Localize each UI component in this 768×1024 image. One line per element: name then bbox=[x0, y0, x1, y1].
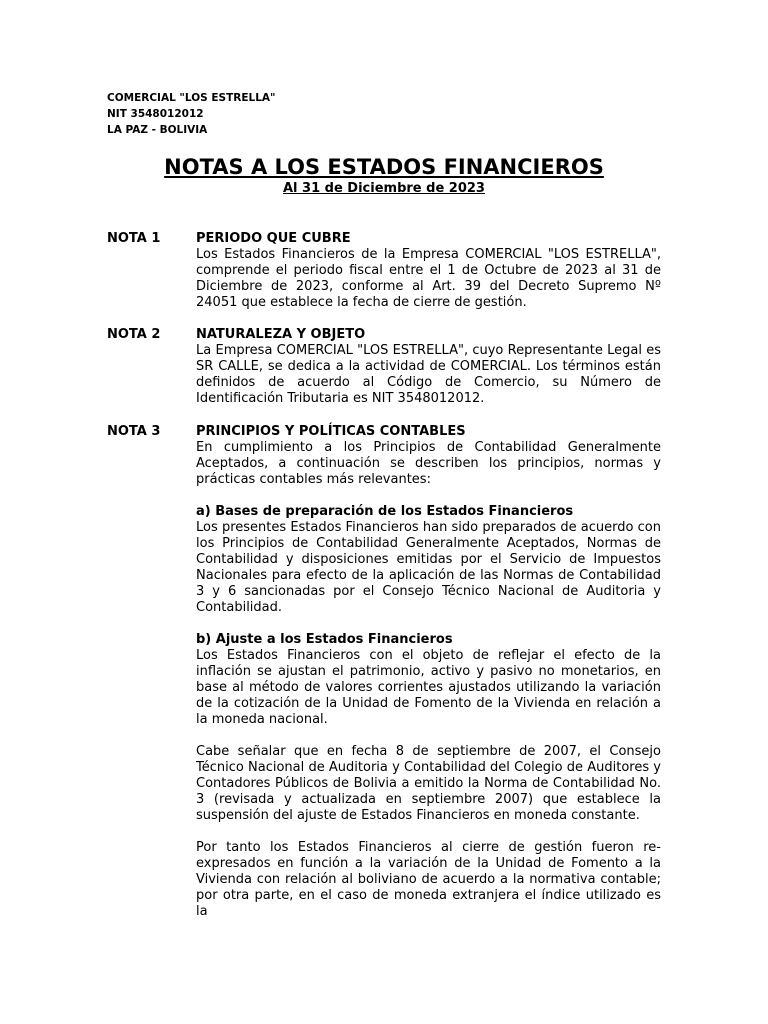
section-a-paragraph: Los presentes Estados Financieros han sido preparados de acuerdo con los Principios de Contabilidad Generalmente Aceptados, Normas de Contabilidad y disposiciones emitidas por el Servicio de Impuestos Nacionales para efecto de la aplicación de las Normas de Contabilidad 3 y 6 sancionadas por el Consejo Técnico Nacional de Auditoria y Contabilidad. bbox=[196, 520, 661, 615]
section-b-paragraph-2: Cabe señalar que en fecha 8 de septiembre de 2007, el Consejo Técnico Nacional de Auditoria y Contabilidad del Colegio de Auditores y Contadores Públicos de Bolivia a emitido la Norma de Contabilidad No. 3 (revisada y actualizada en septiembre 2007) que establece la suspensión del ajuste de Estados Financieros en moneda constante. bbox=[196, 744, 661, 823]
section-a-heading: a) Bases de preparación de los Estados Financieros bbox=[196, 504, 574, 519]
note-3-heading: PRINCIPIOS Y POLÍTICAS CONTABLES bbox=[196, 424, 466, 439]
note-1-paragraph: Los Estados Financieros de la Empresa COMERCIAL "LOS ESTRELLA", comprende el periodo fiscal entre el 1 de Octubre de 2023 al 31 de Diciembre de 2023, conforme al Art. 39 del Decreto Supremo Nº 24051 que establece la fecha de cierre de gestión. bbox=[196, 247, 661, 310]
note-3-intro-paragraph: En cumplimiento a los Principios de Contabilidad Generalmente Aceptados, a continuación se describen los principios, normas y prácticas contables más relevantes: bbox=[196, 440, 661, 487]
document-subtitle bbox=[0, 180, 768, 198]
note-3-label: NOTA 3 bbox=[107, 424, 161, 439]
note-1-label: NOTA 1 bbox=[107, 231, 161, 246]
document-title bbox=[0, 153, 768, 181]
section-b-heading: b) Ajuste a los Estados Financieros bbox=[196, 632, 453, 647]
note-1-body bbox=[196, 231, 661, 311]
section-b-paragraph-3: Por tanto los Estados Financieros al cierre de gestión fueron re-expresados en función a la variación de la Unidad de Fomento a la Vivienda con relación al boliviano de acuerdo a la normativa contable; por otra parte, en el caso de moneda extranjera el índice utilizado es la bbox=[196, 840, 661, 919]
note-2-label: NOTA 2 bbox=[107, 327, 161, 342]
company-header bbox=[107, 90, 276, 138]
note-1-heading: PERIODO QUE CUBRE bbox=[196, 231, 351, 246]
section-b-paragraph-1: Los Estados Financieros con el objeto de reflejar el efecto de la inflación se ajustan el patrimonio, activo y pasivo no monetarios, en base al método de valores corrientes ajustados utilizando la variación de la cotización de la Unidad de Fomento de la Vivienda en relación a la moneda nacional. bbox=[196, 648, 661, 727]
company-location: LA PAZ - BOLIVIA bbox=[107, 124, 208, 136]
document-subtitle-text: Al 31 de Diciembre de 2023 bbox=[283, 181, 485, 196]
company-nit: NIT 3548012012 bbox=[107, 108, 204, 120]
document-title-text: NOTAS A LOS ESTADOS FINANCIEROS bbox=[164, 155, 604, 179]
note-3-body bbox=[196, 424, 661, 920]
note-2-body bbox=[196, 327, 661, 407]
company-name: COMERCIAL "LOS ESTRELLA" bbox=[107, 92, 276, 104]
note-2-paragraph: La Empresa COMERCIAL "LOS ESTRELLA", cuyo Representante Legal es SR CALLE, se dedica a la actividad de COMERCIAL. Los términos están definidos de acuerdo al Código de Comercio, su Número de Identificación Tributaria es NIT 3548012012. bbox=[196, 343, 661, 406]
note-2-heading: NATURALEZA Y OBJETO bbox=[196, 327, 366, 342]
